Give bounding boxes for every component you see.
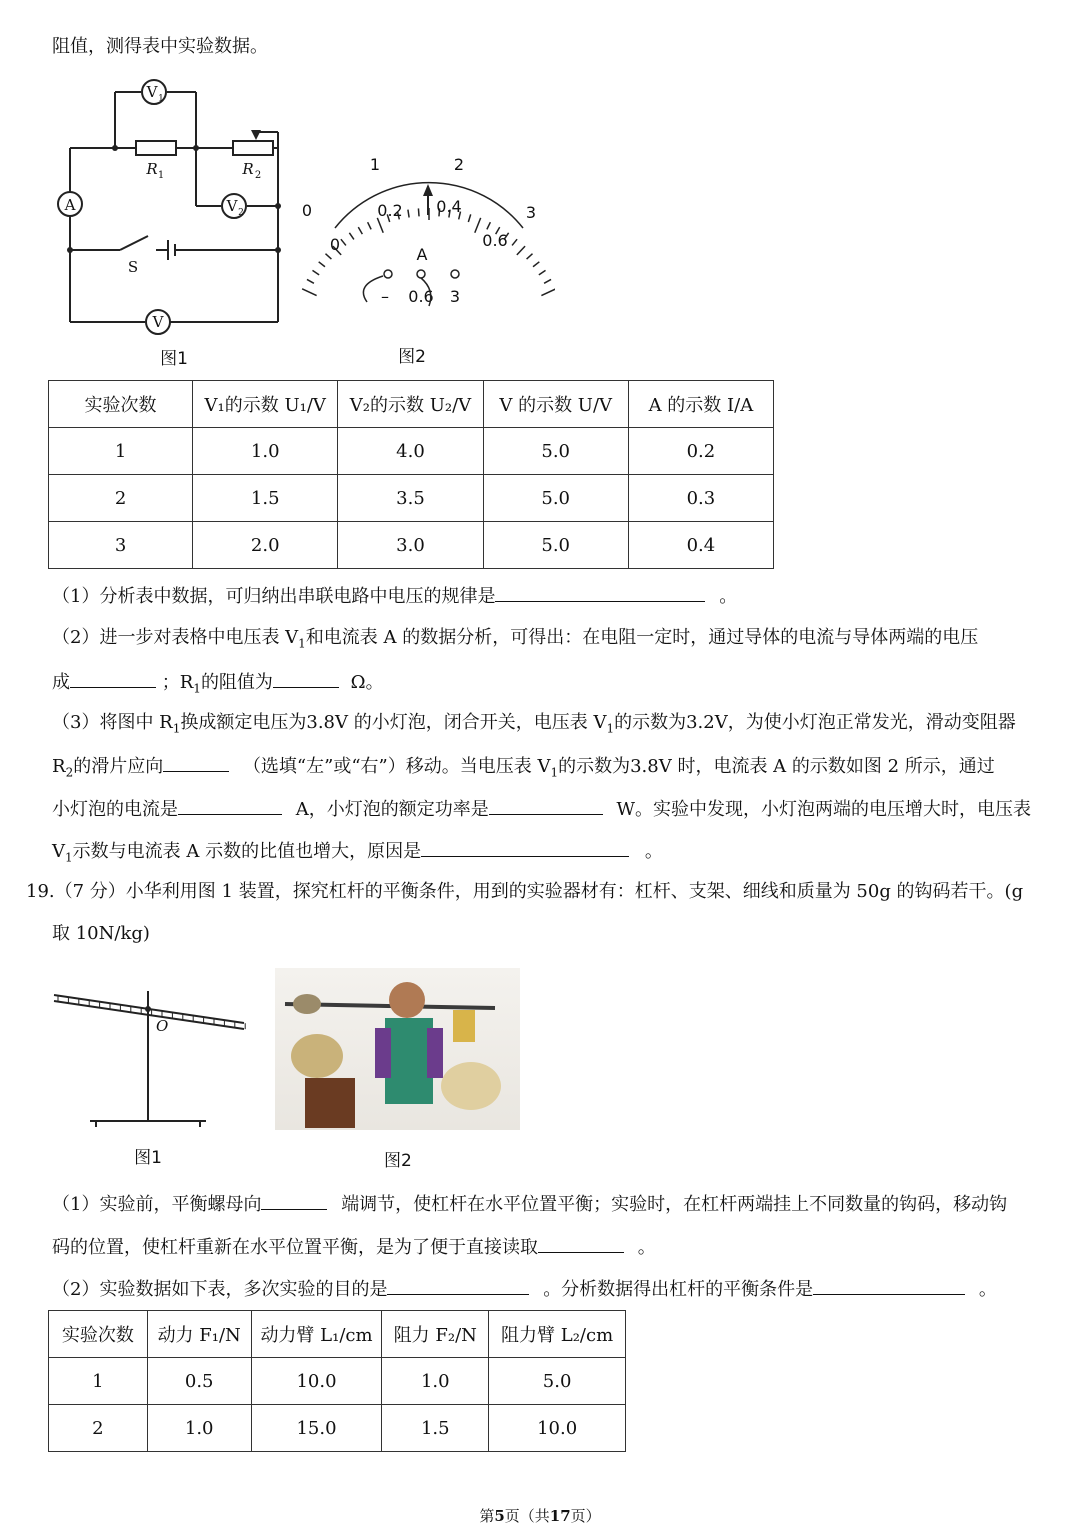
lever-table [48, 1310, 626, 1452]
dial-tick [302, 289, 317, 296]
v-meter-label: V [152, 313, 164, 331]
page-footer: 第5页（共17页） [479, 1507, 601, 1525]
dial-tick [312, 270, 319, 274]
terminal-06: 0.6 [408, 287, 434, 306]
dial-tick [544, 279, 551, 283]
dial-tick [533, 262, 539, 267]
dial-tick [377, 218, 383, 233]
table-cell: 1.5 [382, 1405, 489, 1452]
fig2-caption: 图2 [398, 347, 426, 367]
switch-label: S [127, 258, 139, 276]
q18-part3-line3: 小灯泡的电流是 A，小灯泡的额定功率是 W。实验中发现，小灯泡两端的电压增大时，电压表 [52, 796, 1031, 822]
q18-part2-line1: （2）进一步对表格中电压表 $V_1$和电流表 A 的数据分析，可得出：在电阻一定时，通过导体的电流与导体两端的电压 [52, 627, 979, 651]
a-meter-label: A [64, 196, 76, 214]
v2-label: V [226, 197, 238, 215]
table-header-cell: V₁的示数 U₁/V [193, 381, 338, 428]
meter-unit: A [416, 245, 428, 264]
intro-line: 阻值，测得表中实验数据。 [52, 36, 268, 57]
answer-blank-6[interactable] [489, 796, 603, 815]
table-cell: 1.0 [382, 1358, 489, 1405]
top-scale-0: 0 [301, 201, 313, 220]
carrying-pole-photo [275, 968, 520, 1130]
terminal-3: 3 [449, 287, 461, 306]
table-cell: 5.0 [483, 475, 628, 522]
table-cell: 2.0 [193, 522, 338, 569]
table-cell: 10.0 [489, 1405, 626, 1452]
voltage-table [48, 380, 774, 569]
dial-tick [539, 270, 546, 274]
table-cell: 3.5 [338, 475, 483, 522]
answer-blank-5[interactable] [178, 796, 282, 815]
terminal-minus: – [381, 287, 389, 306]
table-header-cell: V₂的示数 U₂/V [338, 381, 483, 428]
dial-tick [349, 233, 354, 240]
q19-stem-line1: 19.（7 分）小华利用图 1 装置，探究杠杆的平衡条件，用到的实验器材有：杠杆、支架、细线和质量为 50g 的钩码若干。(g [26, 881, 1024, 902]
table-header-cell: 动力 F₁/N [147, 1311, 251, 1358]
table-cell: 15.0 [251, 1405, 382, 1452]
dial-tick [517, 246, 525, 255]
dial-tick [468, 214, 470, 222]
table-cell: 3 [49, 522, 193, 569]
r2-label: R [242, 160, 254, 178]
dial-tick [487, 222, 491, 229]
ammeter-dial [295, 140, 555, 372]
q19-fig2-caption: 图2 [384, 1151, 412, 1171]
table-header-cell: 实验次数 [49, 381, 193, 428]
table-header-cell: 阻力 F₂/N [382, 1311, 489, 1358]
dial-tick [512, 239, 517, 245]
fig1-caption: 图1 [160, 349, 188, 369]
table-cell: 1.0 [193, 428, 338, 475]
top-scale-1: 1 [369, 155, 381, 174]
r2-label-sub: 2 [254, 170, 262, 181]
r1-label-sub: 1 [157, 170, 165, 181]
q19-part2: （2）实验数据如下表，多次实验的目的是 。分析数据得出杠杆的平衡条件是 。 [52, 1276, 997, 1302]
v2-label-sub: 2 [238, 208, 244, 218]
r1-label: R [146, 160, 158, 178]
dial-tick [307, 279, 314, 283]
table-cell: 10.0 [251, 1358, 382, 1405]
dial-tick [341, 239, 346, 245]
pivot-label-o: O [156, 1017, 169, 1035]
table-row [49, 1405, 626, 1452]
table-header-row [49, 1311, 626, 1358]
q19-fig1-caption: 图1 [134, 1148, 162, 1168]
table-header-cell: A 的示数 I/A [628, 381, 773, 428]
v1-label: V [146, 83, 158, 101]
table-cell: 1.5 [193, 475, 338, 522]
answer-blank-7[interactable] [421, 838, 629, 857]
table-row [49, 522, 774, 569]
table-cell: 1.0 [147, 1405, 251, 1452]
table-cell: 4.0 [338, 428, 483, 475]
answer-blank-2[interactable] [70, 669, 156, 688]
table-header-cell: 实验次数 [49, 1311, 148, 1358]
answer-blank-8[interactable] [261, 1191, 327, 1210]
dial-tick [408, 210, 409, 218]
table-cell: 0.3 [628, 475, 773, 522]
table-cell: 0.4 [628, 522, 773, 569]
lever-figure [48, 975, 258, 1170]
table-header-cell: 阻力臂 L₂/cm [489, 1311, 626, 1358]
table-header-cell: V 的示数 U/V [483, 381, 628, 428]
answer-blank-1[interactable] [495, 583, 705, 602]
table-cell: 0.2 [628, 428, 773, 475]
table-header-cell: 动力臂 L₁/cm [251, 1311, 382, 1358]
answer-blank-11[interactable] [813, 1276, 965, 1295]
q18-part1: （1）分析表中数据，可归纳出串联电路中电压的规律是 。 [52, 583, 737, 609]
q18-part3-line2: $R_2$的滑片应向 （选填“左”或“右”）移动。当电压表 $V_1$的示数为3.8V 时，电流表 A 的示数如图 2 所示，通过 [52, 753, 995, 785]
q18-part3-line4: $V_1$示数与电流表 A 示数的比值也增大，原因是 。 [52, 838, 663, 870]
q19-part1-line1: （1）实验前，平衡螺母向 端调节，使杠杆在水平位置平衡；实验时，在杠杆两端挂上不同数量的钩码，移动钩 [52, 1191, 1007, 1217]
top-scale-3: 3 [525, 203, 537, 222]
table-cell: 2 [49, 1405, 148, 1452]
dial-tick [475, 218, 481, 233]
bottom-scale-06: 0.6 [482, 231, 508, 250]
table-header-row [49, 381, 774, 428]
bottom-scale-0: 0 [329, 235, 341, 254]
table-row [49, 1358, 626, 1405]
table-cell: 5.0 [483, 522, 628, 569]
table-row [49, 428, 774, 475]
dial-tick [319, 262, 325, 267]
top-scale-2: 2 [453, 155, 465, 174]
dial-tick [358, 227, 362, 234]
dial-tick [541, 289, 555, 296]
dial-tick [326, 254, 332, 259]
table-cell: 0.5 [147, 1358, 251, 1405]
answer-blank-9[interactable] [538, 1234, 624, 1253]
table-cell: 1 [49, 1358, 148, 1405]
bottom-scale-02: 0.2 [377, 201, 403, 220]
q19-stem-line2: 取 10N/kg) [52, 923, 150, 944]
table-cell: 5.0 [483, 428, 628, 475]
dial-tick [418, 208, 419, 216]
answer-blank-10[interactable] [387, 1276, 529, 1295]
circuit-diagram [48, 72, 298, 372]
table-cell: 3.0 [338, 522, 483, 569]
dial-tick [527, 254, 533, 259]
v1-label-sub: 1 [158, 94, 164, 104]
q18-part2-line2: 成 ；$R_1$的阻值为 Ω。 [52, 669, 384, 701]
table-cell: 2 [49, 475, 193, 522]
q19-part1-line2: 码的位置，使杠杆重新在水平位置平衡，是为了便于直接读取 。 [52, 1234, 656, 1260]
table-cell: 1 [49, 428, 193, 475]
dial-tick [368, 222, 372, 229]
q18-part3-line1: （3）将图中 $R_1$换成额定电压为3.8V 的小灯泡，闭合开关，电压表 $V_1$的示数为3.2V，为使小灯泡正常发光，滑动变阻器 [52, 712, 1016, 736]
table-cell: 5.0 [489, 1358, 626, 1405]
bottom-scale-04: 0.4 [436, 197, 462, 216]
answer-blank-3[interactable] [273, 669, 339, 688]
table-row [49, 475, 774, 522]
answer-blank-4[interactable] [163, 753, 229, 772]
